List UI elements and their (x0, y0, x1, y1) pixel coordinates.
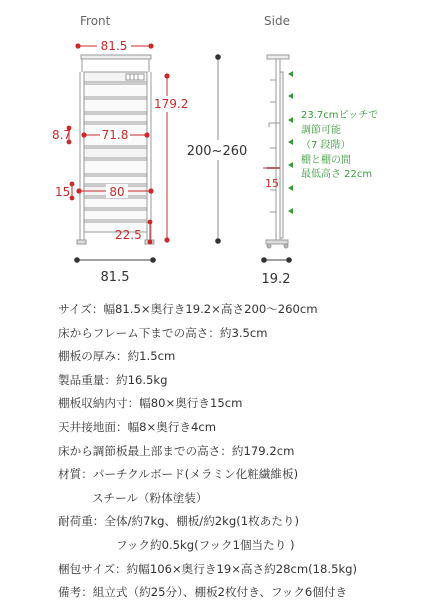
front-width-bottom-label: 81.5 (100, 270, 130, 285)
front-view-label: Front (80, 14, 111, 28)
lower-gap-dimension (70, 182, 75, 201)
side-note-line-3: （7 段階） (301, 140, 351, 151)
spec-adjust-height: 床から調節板最上部までの高さ：約179.2cm (58, 443, 295, 458)
spec-shelf-inner-size: 棚板収納内寸：幅80×奥行き15cm (58, 396, 243, 411)
spec-material-steel: スチール（粉体塗装） (92, 490, 208, 505)
inner-width-upper-label: 71.8 (101, 128, 129, 142)
spec-shelf-thickness: 棚板の厚み：約1.5cm (58, 349, 176, 364)
spec-list (58, 298, 428, 605)
spec-package-size: 梱包サイズ：約幅106×奥行き19×高さ約28cm(18.5kg) (58, 561, 358, 576)
side-note-line-4: 棚と棚の間 (301, 155, 351, 166)
front-width-bottom-dimension (74, 257, 156, 263)
total-height-label: 200~260 (186, 144, 248, 159)
floor-gap-dimension (148, 220, 153, 245)
side-depth-label: 19.2 (261, 272, 291, 287)
shelf-height-label: 179.2 (154, 97, 189, 111)
upper-gap-label: 8.7 (52, 128, 72, 142)
spec-notes: 備考：組立式（約25分）、棚板2枚付き、フック6個付き (58, 585, 348, 600)
inner-width-lower-label: 80 (109, 185, 125, 199)
side-note-line-5: 最低高さ 22cm (301, 169, 373, 180)
spec-material: 材質：パーチクルボード(メラミン化粧繊維板) (58, 467, 299, 482)
side-note-line-1: 23.7cmピッチで (301, 110, 379, 121)
side-depth-dimension (261, 257, 292, 263)
side-view-label: Side (264, 14, 290, 28)
spec-ceiling-contact: 天井接地面：幅8×奥行き4cm (58, 419, 217, 434)
spec-size: サイズ：幅81.5×奥行き19.2×高さ200〜260cm (58, 302, 318, 316)
product-diagram (0, 0, 430, 300)
spec-load-hook: フック約0.5kg(フック1個当たり ) (116, 537, 295, 552)
spec-weight: 製品重量：約16.5kg (58, 372, 168, 387)
spec-load: 耐荷重：全体/約7kg、棚板/約2kg(1枚あたり) (58, 514, 300, 529)
side-shelf-depth-label: 15 (265, 177, 279, 190)
front-view-drawing (77, 55, 154, 244)
pitch-arrows (288, 71, 293, 214)
spec-floor-to-frame: 床からフレーム下までの高さ：約3.5cm (58, 325, 268, 340)
front-width-top-label: 81.5 (100, 39, 128, 53)
lower-gap-label: 15 (55, 185, 71, 199)
floor-gap-label: 22.5 (115, 228, 142, 242)
side-view-drawing (266, 55, 289, 248)
side-note-line-2: 調節可能 (301, 125, 341, 136)
